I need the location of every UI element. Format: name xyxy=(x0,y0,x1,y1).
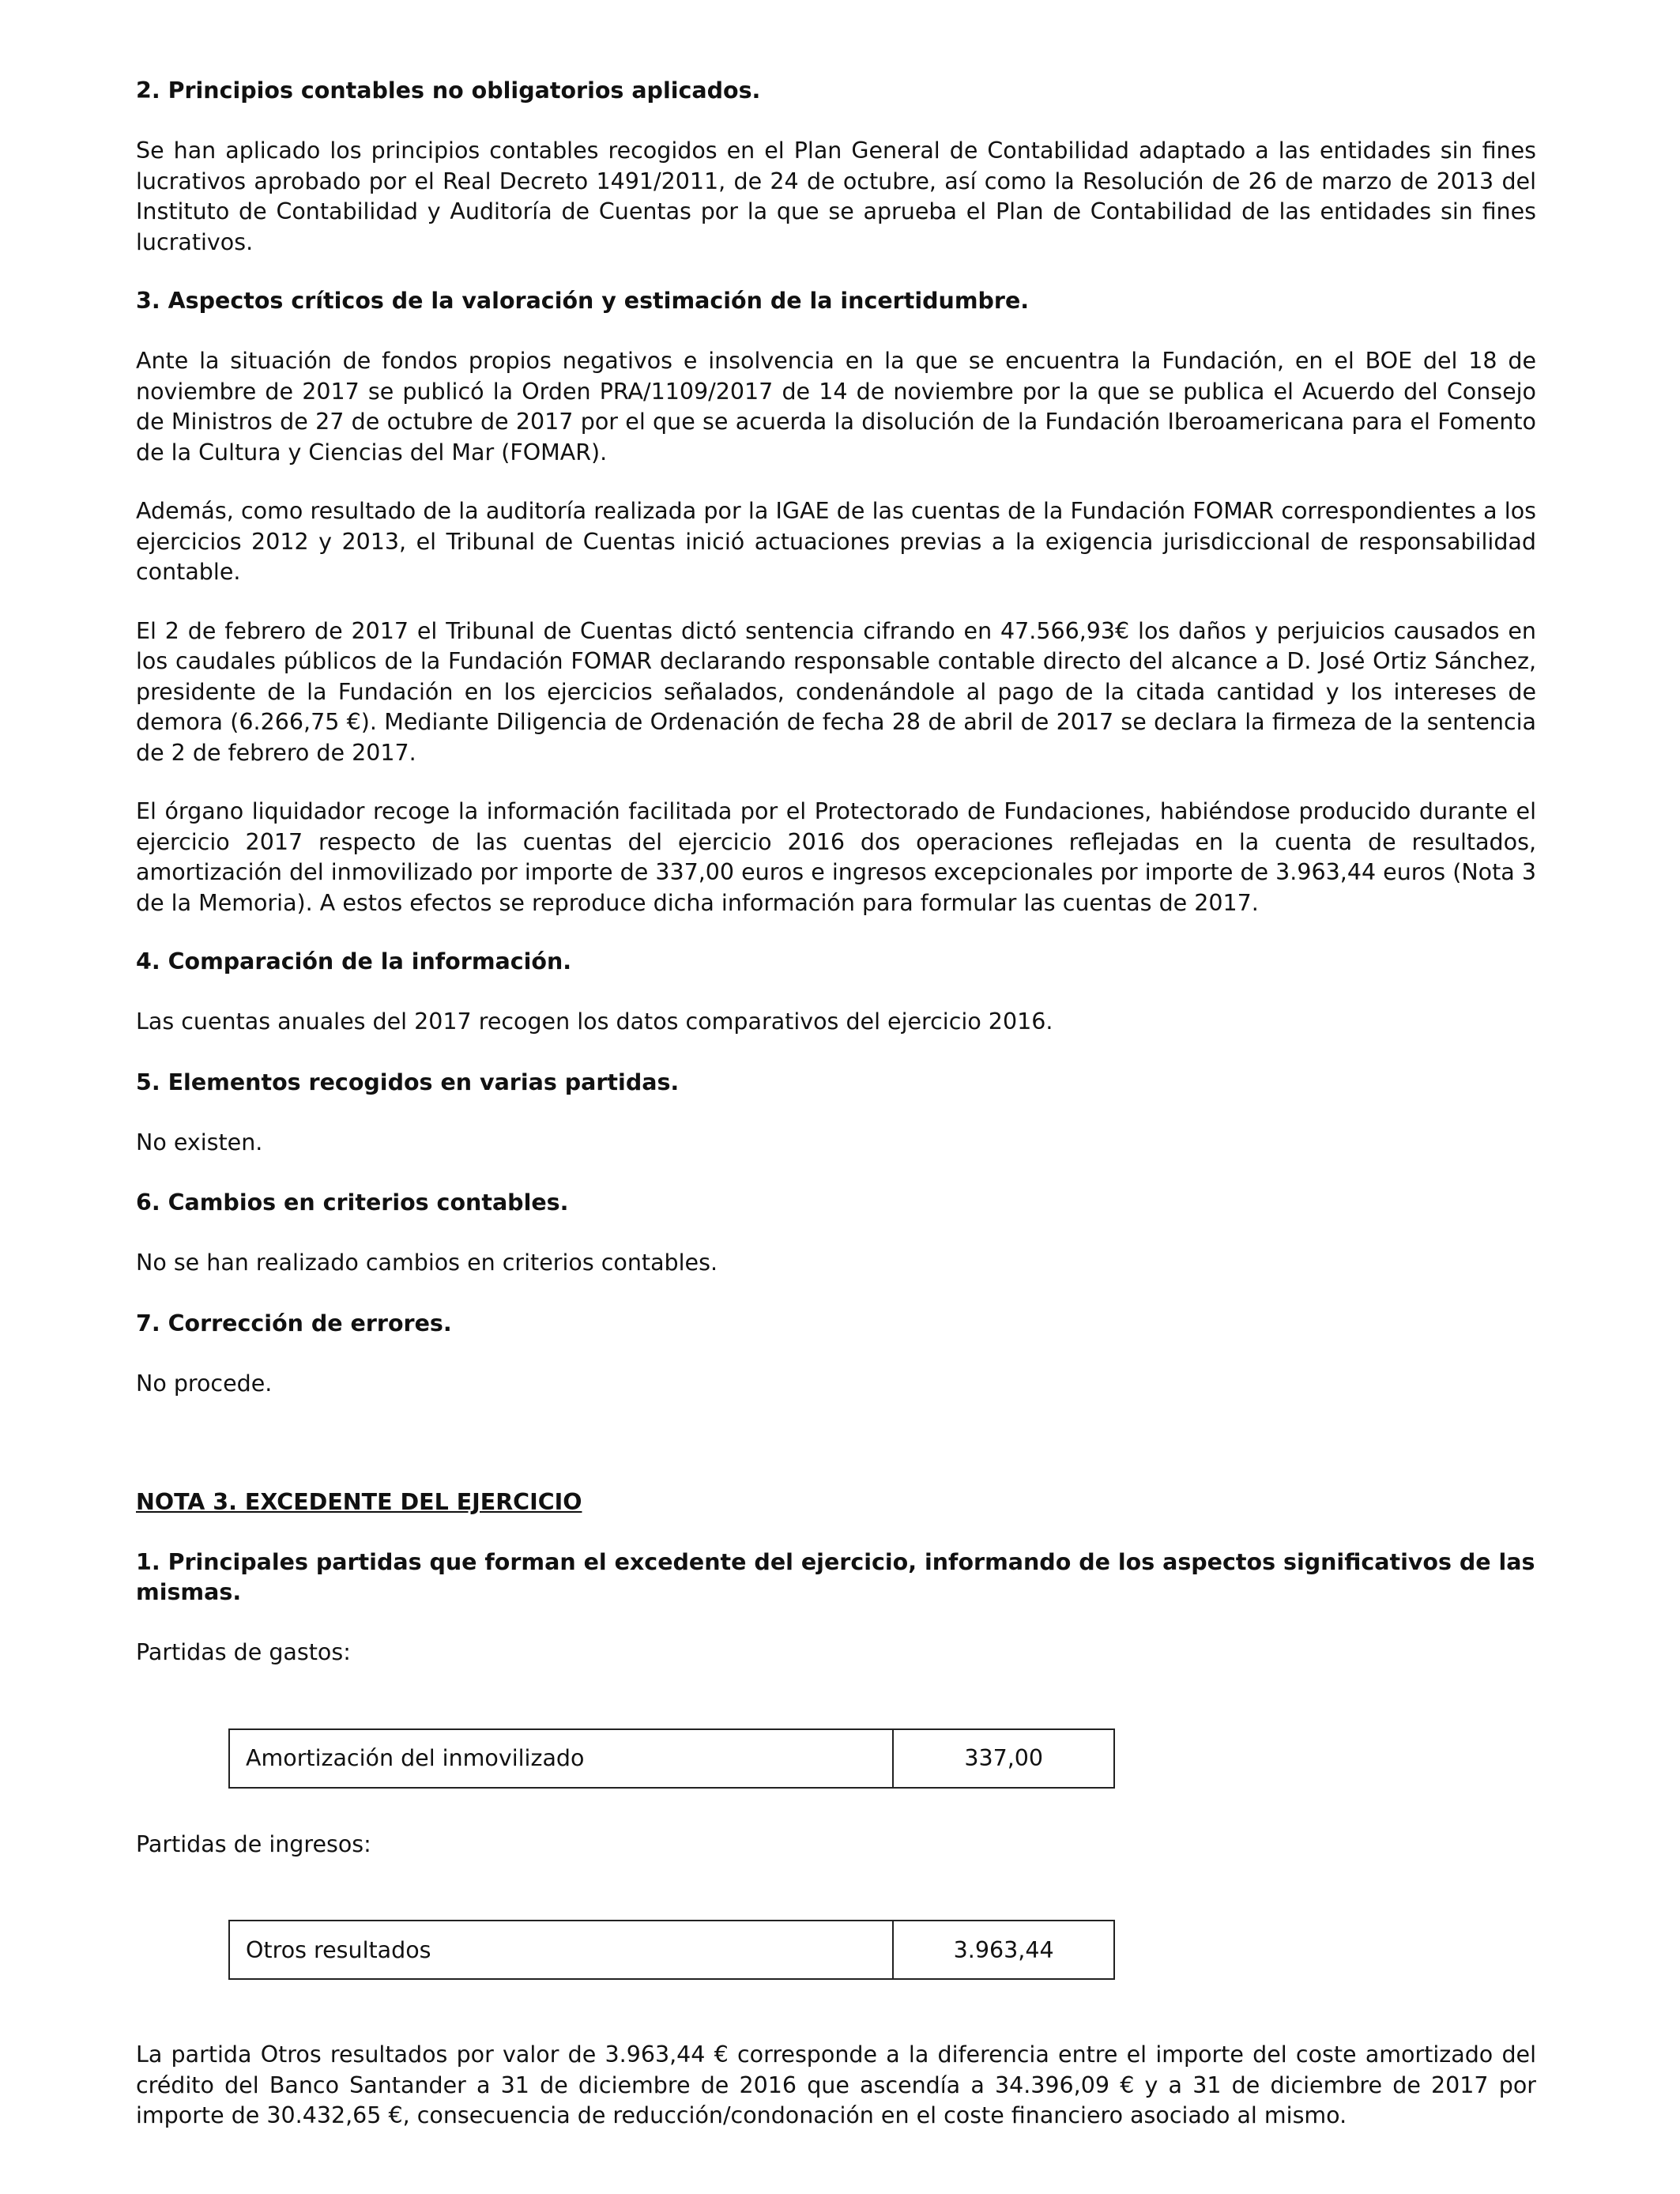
section-7-text: No procede. xyxy=(136,1370,273,1397)
section-4-text: Las cuentas anuales del 2017 recogen los datos comparativos del ejercicio 2016. xyxy=(136,1008,1053,1035)
gastos-item-value: 337,00 xyxy=(893,1729,1114,1788)
table-row xyxy=(229,1921,1114,1979)
section-3-paragraph-2: Además, como resultado de la auditoría realizada por la IGAE de las cuentas de la Fundación FOMAR correspondientes a los ejercicios 2012 y 2013, el Tribunal de Cuentas inició actuaciones previas a la exigencia jurisdiccional de responsabilidad contable. xyxy=(136,498,1536,585)
section-2-text: Se han aplicado los principios contables recogidos en el Plan General de Contabilidad adaptado a las entidades sin fines lucrativos aprobado por el Real Decreto 1491/2011, de 24 de octubre, así como la Resolución de 26 de marzo de 2013 del Instituto de Contabilidad y Auditoría de Cuentas por la que se aprueba el Plan de Contabilidad de las entidades sin fines lucrativos. xyxy=(136,138,1536,255)
section-6-text: No se han realizado cambios en criterios contables. xyxy=(136,1250,718,1276)
gastos-label: Partidas de gastos: xyxy=(136,1639,351,1665)
section-3-heading: 3. Aspectos críticos de la valoración y estimación de la incertidumbre. xyxy=(136,288,1030,314)
section-3-paragraph-4: El órgano liquidador recoge la información facilitada por el Protectorado de Fundaciones, habiéndose producido durante el ejercicio 2017 respecto de las cuentas del ejercicio 2016 dos operaciones reflejadas en la cuenta de resultados, amortización del inmovilizado por importe de 337,00 euros e ingresos excepcionales por importe de 3.963,44 euros (Nota 3 de la Memoria). A estos efectos se reproduce dicha información para formular las cuentas de 2017. xyxy=(136,798,1536,916)
section-3-paragraph-1: Ante la situación de fondos propios negativos e insolvencia en la que se encuentra la Fundación, en el BOE del 18 de noviembre de 2017 se publicó la Orden PRA/1109/2017 de 14 de noviembre por la que se publica el Acuerdo del Consejo de Ministros de 27 de octubre de 2017 por el que se acuerda la disolución de la Fundación Iberoamericana para el Fomento de la Cultura y Ciencias del Mar (FOMAR). xyxy=(136,348,1536,466)
ingresos-item-value: 3.963,44 xyxy=(893,1921,1114,1979)
gastos-item-label: Amortización del inmovilizado xyxy=(229,1729,893,1788)
ingresos-item-label: Otros resultados xyxy=(229,1921,893,1979)
section-3-paragraph-3: El 2 de febrero de 2017 el Tribunal de Cuentas dictó sentencia cifrando en 47.566,93€ los daños y perjuicios causados en los caudales públicos de la Fundación FOMAR declarando responsable contable directo del alcance a D. José Ortiz Sánchez, presidente de la Fundación en los ejercicios señalados, condenándole al pago de la citada cantidad y los intereses de demora (6.266,75 €). Mediante Diligencia de Ordenación de fecha 28 de abril de 2017 se declara la firmeza de la sentencia de 2 de febrero de 2017. xyxy=(136,617,1536,766)
ingresos-label: Partidas de ingresos: xyxy=(136,1830,371,1857)
table-row xyxy=(229,1729,1114,1788)
document-page xyxy=(136,76,1536,2132)
ingresos-table xyxy=(228,1920,1115,1980)
nota-3-item-1-heading: 1. Principales partidas que forman el excedente del ejercicio, informando de los aspectos significativos de las mismas. xyxy=(136,1549,1535,1605)
section-5-heading: 5. Elementos recogidos en varias partidas. xyxy=(136,1069,680,1095)
section-7-heading: 7. Corrección de errores. xyxy=(136,1310,452,1336)
section-2-heading: 2. Principios contables no obligatorios aplicados. xyxy=(136,77,761,104)
gastos-table xyxy=(228,1728,1115,1789)
nota-3-title: NOTA 3. EXCEDENTE DEL EJERCICIO xyxy=(136,1489,582,1515)
nota-3-closing-paragraph: La partida Otros resultados por valor de 3.963,44 € corresponde a la diferencia entre el importe del coste amortizado del crédito del Banco Santander a 31 de diciembre de 2016 que ascendía a 34.396,09 € y a 31 de diciembre de 2017 por importe de 30.432,65 €, consecuencia de reducción/condonación en el coste financiero asociado al mismo. xyxy=(136,2041,1536,2128)
section-4-heading: 4. Comparación de la información. xyxy=(136,948,572,974)
section-5-text: No existen. xyxy=(136,1129,263,1155)
section-6-heading: 6. Cambios en criterios contables. xyxy=(136,1189,569,1216)
